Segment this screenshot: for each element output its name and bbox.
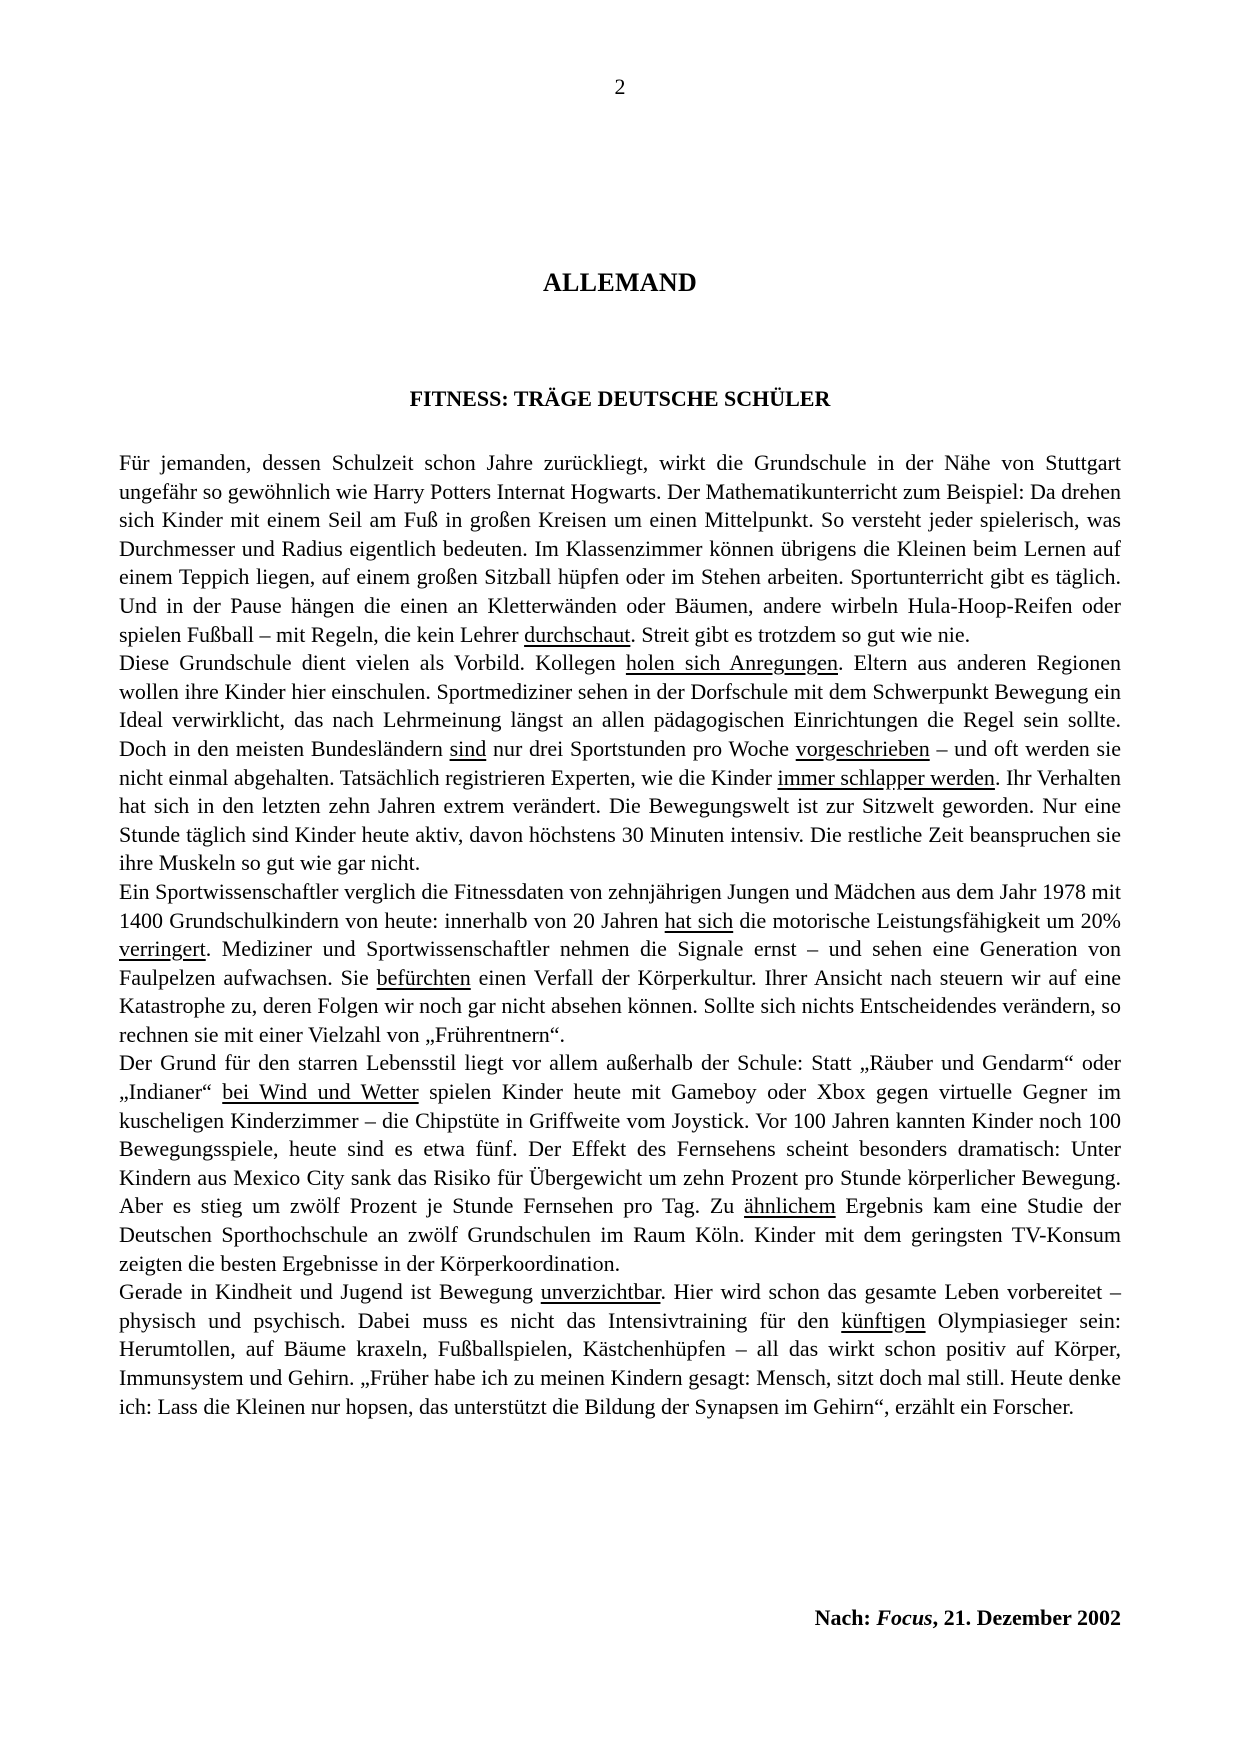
source-publication: Focus	[876, 1605, 933, 1630]
underlined-term: befürchten	[376, 964, 471, 990]
paragraph-text: . Mediziner und Sportwissenschaftler nehmen die Signale ernst – und sehen eine Generation von Faulpelzen aufwachsen. Sie	[119, 936, 1121, 990]
article-paragraph-3	[119, 878, 1121, 1050]
paragraph-text: Ergebnis kam eine Studie der Deutschen Sporthochschule an zwölf Grundschulen im Raum Köln. Kinder mit dem geringsten TV-Konsum zeigten die besten Ergebnisse in der Körperkoordination.	[119, 1193, 1122, 1276]
paragraph-text: Der Grund für den starren Lebensstil liegt vor allem außerhalb der Schule: Statt „Räuber und Gendarm“ oder „Indianer“	[119, 1050, 1121, 1105]
source-prefix: Nach:	[814, 1605, 877, 1630]
paragraph-text: Ein Sportwissenschaftler verglich die Fitnessdaten von zehnjährigen Jungen und Mädchen aus dem Jahr 1978 mit 1400 Grundschulkindern von heute: innerhalb von 20 Jahren	[119, 878, 1121, 933]
underlined-term: holen sich Anregungen	[625, 650, 838, 676]
underlined-term: ähnlichem	[744, 1193, 836, 1219]
underlined-term: bei Wind und Wetter	[222, 1079, 419, 1105]
underlined-term: künftigen	[841, 1307, 926, 1333]
paragraph-text: einen Verfall der Körperkultur. Ihrer Ansicht nach steuern wir auf eine Katastrophe zu, deren Folgen wir noch gar nicht absehen können. Sollte sich nichts Entscheidendes verändern, so rechnen sie mit einer Vielzahl von „Frührentnern“.	[119, 964, 1121, 1047]
paragraph-text: Olympiasieger sein: Herumtollen, auf Bäume kraxeln, Fußballspielen, Kästchenhüpfen – all das wirkt schon positiv auf Körper, Immunsystem und Gehirn. „Früher habe ich zu meinen Kindern gesagt: Mensch, sitzt doch mal still. Heute denke ich: Lass die Kleinen nur hopsen, das unterstützt die Bildung der Synapsen im Gehirn“, erzählt ein Forscher.	[119, 1307, 1121, 1419]
article-paragraph-2	[119, 649, 1121, 878]
article-body	[119, 449, 1121, 1421]
underlined-term: sind	[449, 735, 487, 761]
paragraph-text: . Ihr Verhalten hat sich in den letzten zehn Jahren extrem verändert. Die Bewegungswelt ist zur Sitzwelt geworden. Nur eine Stunde täglich sind Kinder heute aktiv, davon höchstens 30 Minuten intensiv. Die restliche Zeit beanspruchen sie ihre Muskeln so gut wie gar nicht.	[119, 764, 1121, 876]
underlined-term: unverzichtbar	[540, 1279, 661, 1305]
paragraph-text: Für jemanden, dessen Schulzeit schon Jahre zurückliegt, wirkt die Grundschule in der Nähe von Stuttgart ungefähr so gewöhnlich wie Harry Potters Internat Hogwarts. Der Mathematikunterricht zum Beispiel: Da drehen sich Kinder mit einem Seil am Fuß in großen Kreisen um einen Mittelpunkt. So versteht jeder spielerisch, was Durchmesser und Radius eigentlich bedeuten. Im Klassenzimmer können übrigens die Kleinen beim Lernen auf einem Teppich liegen, auf einem großen Sitzball hüpfen oder im Stehen arbeiten. Sportunterricht gibt es täglich. Und in der Pause hängen die einen an Kletterwänden oder Bäumen, andere wirbeln Hula-Hoop-Reifen oder spielen Fußball – mit Regeln, die kein Lehrer	[119, 450, 1121, 647]
paragraph-text: Gerade in Kindheit und Jugend ist Bewegung	[119, 1279, 541, 1305]
paragraph-text: Diese Grundschule dient vielen als Vorbild. Kollegen	[119, 650, 626, 676]
underlined-term: immer schlapper werden	[777, 764, 995, 790]
paragraph-text: die motorische Leistungsfähigkeit um 20%	[733, 907, 1121, 933]
article-paragraph-5	[119, 1278, 1121, 1421]
underlined-term: durchschaut	[524, 621, 631, 647]
source-date: , 21. Dezember 2002	[932, 1605, 1121, 1630]
paragraph-text: . Hier wird schon das gesamte Leben vorbereitet – physisch und psychisch. Dabei muss es nicht das Intensivtraining für den	[119, 1279, 1121, 1333]
underlined-term: vorgeschrieben	[795, 735, 930, 761]
paragraph-text: nur drei Sportstunden pro Woche	[486, 735, 796, 761]
article-title: FITNESS: TRÄGE DEUTSCHE SCHÜLER	[409, 386, 831, 411]
underlined-term: verringert	[119, 936, 206, 962]
paragraph-text: spielen Kinder heute mit Gameboy oder Xbox gegen virtuelle Gegner im kuscheligen Kinderzimmer – die Chipstüte in Griffweite vom Joystick. Vor 100 Jahren kannten Kinder noch 100 Bewegungsspiele, heute sind es etwa fünf. Der Effekt des Fernsehens scheint besonders dramatisch: Unter Kindern aus Mexico City sank das Risiko für Übergewicht um zehn Prozent pro Stunde körperlicher Bewegung. Aber es stieg um zwölf Prozent je Stunde Fernsehen pro Tag. Zu	[119, 1079, 1121, 1219]
paragraph-text: . Eltern aus anderen Regionen wollen ihre Kinder hier einschulen. Sportmediziner sehen in der Dorfschule mit dem Schwerpunkt Bewegung ein Ideal verwirklicht, das nach Lehrmeinung längst an allen pädagogischen Einrichtungen die Regel sein sollte. Doch in den meisten Bundesländern	[119, 650, 1121, 761]
article-paragraph-4	[119, 1049, 1121, 1278]
source-citation	[815, 1605, 1121, 1631]
underlined-term: hat sich	[664, 907, 734, 933]
paragraph-text: . Streit gibt es trotzdem so gut wie nie.	[630, 621, 971, 647]
page-number: 2	[614, 74, 626, 99]
article-paragraph-1	[119, 449, 1121, 649]
paragraph-text: – und oft werden sie nicht einmal abgehalten. Tatsächlich registrieren Experten, wie die Kinder	[119, 735, 1121, 790]
subject-title: ALLEMAND	[542, 268, 698, 297]
